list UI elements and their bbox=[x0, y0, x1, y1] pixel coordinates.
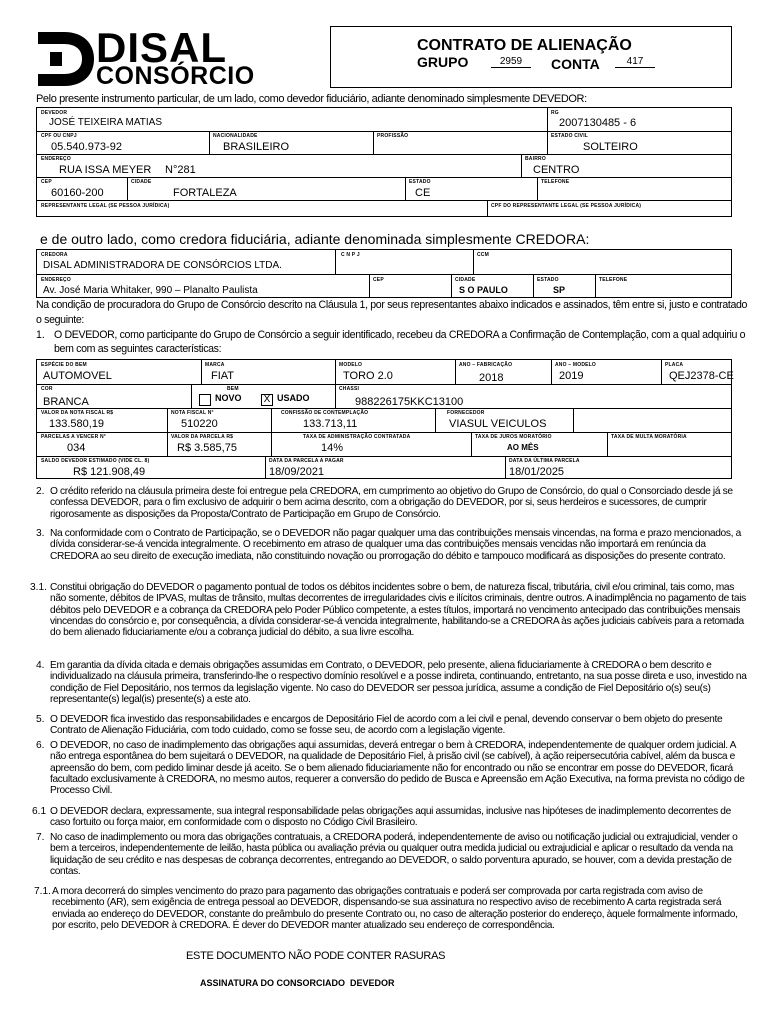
clause-3-1 bbox=[30, 582, 748, 638]
usado-label: USADO bbox=[277, 393, 310, 403]
label-ano-fabricacao: ANO – FABRICAÇÃO bbox=[459, 362, 513, 368]
label-estado: ESTADO bbox=[409, 179, 431, 185]
devedor-name: JOSÉ TEIXEIRA MATIAS bbox=[49, 117, 162, 128]
clause-2-text: O crédito referido na cláusula primeira deste foi entregue pela CREDORA, em cumprimento ao objetivo do Grupo de Consórcio, do qual o Consorciado desde já se confessa DEVEDOR, para o fim exclusivo de adquirir o bem acima descrito, com a obrigação do DEVEDOR, por si, seus herdeiros e sucessores, de cumprir rigorosamente as disposições da Proposta/Contrato de Participação em Grupo de Consórcio. bbox=[50, 486, 733, 520]
label-chassi: CHASSI bbox=[339, 386, 360, 392]
label-credora: CREDORA bbox=[41, 252, 68, 258]
clause-1-text: O DEVEDOR, como participante do Grupo de Consórcio a seguir identificado, recebeu da CREDORA a Confirmação de Contemplação, com a qual adquiriu o bem com as seguintes características: bbox=[54, 329, 746, 355]
bem-data-parcela: 18/09/2021 bbox=[269, 466, 325, 478]
label-valor-parcela: VALOR DA PARCELA R$ bbox=[171, 434, 234, 440]
clause-4 bbox=[36, 660, 748, 705]
bem-taxa-juros: AO MÊS bbox=[507, 443, 539, 452]
clause-7 bbox=[36, 832, 748, 877]
label-cpf: CPF OU CNPJ bbox=[41, 133, 77, 139]
contract-header-box bbox=[330, 26, 732, 88]
clause-3-number: 3. bbox=[36, 528, 45, 539]
clause-5-text: O DEVEDOR fica investido das responsabilidades e encargos de Depositário Fiel de acordo com a lei civil e penal, devendo conservar o bem objeto do presente Contrato de Alienação Fiduciária, com todo cuidado, como se fosse seu, de acordo com a legislação vigente. bbox=[50, 714, 723, 737]
bem-fornecedor: VIASUL VEICULOS bbox=[449, 418, 547, 430]
disal-logo bbox=[36, 24, 255, 90]
devedor-cpf: 05.540.973-92 bbox=[51, 141, 122, 153]
label-credora-cep: CEP bbox=[373, 277, 384, 283]
devedor-cidade: FORTALEZA bbox=[173, 187, 237, 199]
clause-6-1-number: 6.1 bbox=[32, 806, 47, 817]
label-ano-modelo: ANO – MODELO bbox=[555, 362, 597, 368]
label-bem: BEM bbox=[227, 386, 239, 392]
label-fornecedor: FORNECEDOR bbox=[447, 410, 485, 416]
bem-ano-fabricacao: 2018 bbox=[479, 372, 504, 384]
devedor-bairro: CENTRO bbox=[533, 164, 580, 176]
bem-confissao: 133.713,11 bbox=[303, 418, 358, 430]
disal-logo-mark bbox=[36, 30, 96, 88]
label-nacionalidade: NACIONALIDADE bbox=[213, 133, 258, 139]
label-saldo-devedor: SALDO DEVEDOR ESTIMADO (VIDE CL. 8) bbox=[41, 458, 150, 464]
contract-title: CONTRATO DE ALIENAÇÃO bbox=[417, 37, 632, 54]
label-marca: MARCA bbox=[205, 362, 225, 368]
clause-4-text: Em garantia da dívida citada e demais obrigações assumidas em Contrato, o DEVEDOR, pelo presente, aliena fiduciariamente à CREDORA o bem descrito e individualizado na cláusula primeira, transferindo-lhe o respectivo domínio resolúvel e a posse indireta, continuando, entretanto, na sua posse direta e uso, investido na condição de Fiel Depositário, nos termos da legislação vigente. No caso do DEVEDOR ser pessoa jurídica, assume a condição de Fiel Depositário o(s) seu(s) representante(s) legal(is) presente(s) a este ato. bbox=[50, 660, 747, 705]
usado-checkbox[interactable] bbox=[261, 394, 273, 406]
bem-valor-parcela: R$ 3.585,75 bbox=[177, 442, 237, 454]
clause-5-number: 5. bbox=[36, 714, 45, 725]
grupo-label: GRUPO bbox=[417, 54, 469, 70]
clause-6-1 bbox=[32, 806, 748, 829]
clause-3-text: Na conformidade com o Contrato de Participação, se o DEVEDOR não pagar qualquer uma das contribuições mensais vincendas, na forma e prazo mencionados, a dívida considerar-se-á vencida integralmente. O recebimento em atraso de qualquer uma das contribuições mensais vencidas não importará em renúncia da CREDORA ao seu direito de execução imediata, não constituindo novação ou prorrogação do débito e tampouco modificará as disposições do presente contrato. bbox=[50, 528, 741, 562]
label-bairro: BAIRRO bbox=[525, 156, 546, 162]
label-modelo: MODELO bbox=[339, 362, 363, 368]
label-representante: REPRESENTANTE LEGAL (SE PESSOA JURÍDICA) bbox=[41, 203, 170, 209]
bem-placa: QEJ2378-CE bbox=[669, 370, 734, 382]
devedor-endereco: RUA ISSA MEYER bbox=[59, 164, 152, 176]
logo-brand: DISAL bbox=[96, 24, 227, 71]
credora-cidade: S O PAULO bbox=[459, 285, 508, 295]
label-rg: RG bbox=[551, 110, 559, 116]
clause-7-1 bbox=[34, 886, 748, 931]
bem-nota-fiscal: 510220 bbox=[181, 418, 218, 430]
label-especie: ESPÉCIE DO BEM bbox=[41, 362, 87, 368]
bem-especie: AUTOMOVEL bbox=[43, 370, 112, 382]
label-credora-telefone: TELEFONE bbox=[599, 277, 628, 283]
intro-text: Pelo presente instrumento particular, de um lado, como devedor fiduciário, adiante denominado simplesmente DEVEDOR: bbox=[36, 93, 587, 105]
devedor-numero: N°281 bbox=[165, 164, 196, 176]
grupo-value: 2959 bbox=[491, 56, 531, 68]
label-confissao: CONFISSÃO DE CONTEMPLAÇÃO bbox=[281, 410, 369, 416]
clause-7-1-number: 7.1. bbox=[34, 886, 51, 897]
credora-name: DISAL ADMINISTRADORA DE CONSÓRCIOS LTDA. bbox=[43, 260, 282, 271]
bem-taxa-administracao: 14% bbox=[321, 442, 344, 454]
bem-ano-modelo: 2019 bbox=[559, 370, 584, 382]
no-erasures-notice: ESTE DOCUMENTO NÃO PODE CONTER RASURAS bbox=[186, 950, 446, 962]
bem-data-ultima-parcela: 18/01/2025 bbox=[509, 466, 565, 478]
bem-table bbox=[36, 359, 732, 479]
label-taxa-juros: TAXA DE JUROS MORATÓRIO bbox=[475, 434, 552, 440]
label-data-ultima-parcela: DATA DA ÚLTIMA PARCELA bbox=[509, 458, 580, 464]
clause-1-number: 1. bbox=[36, 329, 45, 341]
label-telefone: TELEFONE bbox=[541, 179, 570, 185]
usado-check-mark: X bbox=[263, 394, 271, 405]
bem-marca: FIAT bbox=[211, 370, 235, 382]
devedor-table bbox=[36, 107, 732, 217]
credora-table bbox=[36, 249, 732, 298]
label-endereco: ENDEREÇO bbox=[41, 156, 71, 162]
clause-6-number: 6. bbox=[36, 740, 45, 751]
clause-5 bbox=[36, 714, 748, 737]
label-estado-civil: ESTADO CIVIL bbox=[551, 133, 589, 139]
clause-3-1-text: Constitui obrigação do DEVEDOR o pagamento pontual de todos os débitos incidentes sobre o bem, de natureza fiscal, tributária, civil e/ou criminal, tais como, mas não somente, débitos de IPVAS, multas de trânsito, multas decorrentes de irregularidades civis e ilícitos criminais, dentre outros. A inadimplência no pagamento de tais débitos pelo DEVEDOR e a cobrança da CREDORA pelo Poder Público competente, a estes títulos, importará no vencimento antecipado das contribuições mensais vincendas do consórcio e, por consequência, a dívida considerar-se-á vencida integralmente, habilitando-se a CREDORA às ações judiciais cabíveis para a retomada do bem alienado fiduciariamente e/ou a cobrança judicial do débito, a sua livre escolha. bbox=[50, 582, 746, 639]
label-credora-estado: ESTADO bbox=[537, 277, 559, 283]
signature-line-label: ASSINATURA DO CONSORCIADO DEVEDOR bbox=[200, 978, 395, 988]
credora-endereco: Av. José Maria Whitaker, 990 – Planalto Paulista bbox=[43, 285, 258, 296]
label-ccm: CCM bbox=[477, 252, 489, 258]
label-placa: PLACA bbox=[665, 362, 684, 368]
novo-label: NOVO bbox=[215, 393, 242, 403]
novo-checkbox[interactable] bbox=[199, 394, 211, 406]
clause-2 bbox=[36, 486, 748, 520]
devedor-estado: CE bbox=[415, 187, 431, 199]
clause-3 bbox=[36, 528, 748, 562]
label-parcelas-a-vencer: PARCELAS A VENCER N° bbox=[41, 434, 106, 440]
clause-4-number: 4. bbox=[36, 660, 45, 671]
clause-7-number: 7. bbox=[36, 832, 45, 843]
label-cep: CEP bbox=[41, 179, 52, 185]
clause-3-1-number: 3.1. bbox=[30, 582, 47, 593]
label-profissao: PROFISSÃO bbox=[377, 133, 409, 139]
label-valor-nota-fiscal: VALOR DA NOTA FISCAL R$ bbox=[41, 410, 114, 416]
logo-sub: CONSÓRCIO bbox=[96, 62, 255, 90]
label-cor: COR bbox=[41, 386, 53, 392]
clause-6 bbox=[36, 740, 748, 796]
label-cidade: CIDADE bbox=[131, 179, 152, 185]
label-cnpj: C N P J bbox=[341, 252, 360, 258]
label-representante-cpf: CPF DO REPRESENTANTE LEGAL (SE PESSOA JURÍDICA) bbox=[491, 203, 642, 209]
label-credora-endereco: ENDEREÇO bbox=[41, 277, 71, 283]
label-devedor: DEVEDOR bbox=[41, 110, 68, 116]
clause-7-1-text: A mora decorrerá do simples vencimento do prazo para pagamento das obrigações contratuais e poderá ser comprovada por carta registrada com aviso de recebimento (AR), sem exigência de entrega pessoal ao DEVEDOR, dispensando-se sua assinatura no respectivo aviso de recebimento A carta registrada será enviada ao endereço do DEVEDOR, constante do preâmbulo do presente Contrato ou, no caso de alteração posterior do endereço, àquele formalmente informado, por escrito, pelo DEVEDOR à CREDORA. É dever do DEVEDOR manter atualizado seu endereço de correspondência. bbox=[52, 886, 738, 931]
devedor-nacionalidade: BRASILEIRO bbox=[223, 141, 290, 153]
devedor-estado-civil: SOLTEIRO bbox=[583, 141, 638, 153]
label-nota-fiscal: NOTA FISCAL N° bbox=[171, 410, 214, 416]
label-credora-cidade: CIDADE bbox=[455, 277, 476, 283]
clause-6-1-text: O DEVEDOR declara, expressamente, sua integral responsabilidade pelas obrigações aqui assumidas, inclusive nas hipóteses de inadimplemento decorrentes de caso fortuito ou força maior, em conformidade com o disposto no Código Civil Brasileiro. bbox=[50, 806, 731, 829]
conta-label: CONTA bbox=[551, 56, 600, 72]
bem-parcelas-a-vencer: 034 bbox=[67, 442, 86, 454]
devedor-rg: 2007130485 - 6 bbox=[559, 117, 637, 129]
clause-6-text: O DEVEDOR, no caso de inadimplemento das obrigações aqui assumidas, deverá entregar o bem à CREDORA, independentemente de qualquer ordem judicial. A não entrega espontânea do bem sujeitará o DEVEDOR, na qualidade de Depositário Fiel, à prisão civil (se cabível), à ação reipersecutória cabível, além da busca e apreensão do bem, com pedido liminar desde já aceito. Se o bem alienado fiduciariamente não for encontrado ou não se encontrar em posse do DEVEDOR, ficará facultado exclusivamente à CREDORA, no mesmo autos, requerer a conversão do pedido de Busca e Apreensão em Ação Executiva, na forma prevista no código de Processo Civil. bbox=[50, 740, 745, 797]
label-data-parcela: DATA DA PARCELA A PAGAR bbox=[269, 458, 344, 464]
bem-cor: BRANCA bbox=[43, 396, 89, 408]
credora-estado: SP bbox=[553, 285, 566, 295]
bem-chassi: 988226175KKC13100 bbox=[355, 396, 464, 408]
devedor-cep: 60160-200 bbox=[51, 187, 104, 199]
label-taxa-multa: TAXA DE MULTA MORATÓRIA bbox=[611, 434, 687, 440]
condition-text: Na condição de procuradora do Grupo de Consórcio descrito na Cláusula 1, por seus representantes abaixo indicados e assinados, têm entre si, justo e contratado o seguinte: bbox=[36, 299, 748, 326]
bem-saldo-devedor: R$ 121.908,49 bbox=[73, 466, 146, 478]
bem-modelo: TORO 2.0 bbox=[343, 370, 393, 382]
clause-2-number: 2. bbox=[36, 486, 45, 497]
label-taxa-administracao: TAXA DE ADMINISTRAÇÃO CONTRATADA bbox=[303, 434, 411, 440]
credora-intro: e de outro lado, como credora fiduciária, adiante denominada simplesmente CREDORA: bbox=[40, 231, 590, 247]
clause-7-text: No caso de inadimplemento ou mora das obrigações contratuais, a CREDORA poderá, independentemente de aviso ou notificação judicial ou extrajudicial, vender o bem a terceiros, independentemente de leilão, hasta pública ou avaliação prévia ou qualquer outra medida judicial ou extrajudicial e aplicar o resultado da venda na liquidação de seu crédito e nas despesas de cobrança decorrentes, entregando ao DEVEDOR, o saldo porventura apurado, se houver, com a devida prestação de contas. bbox=[50, 832, 738, 877]
bem-valor-nota-fiscal: 133.580,19 bbox=[49, 418, 105, 430]
conta-value: 417 bbox=[615, 56, 655, 68]
